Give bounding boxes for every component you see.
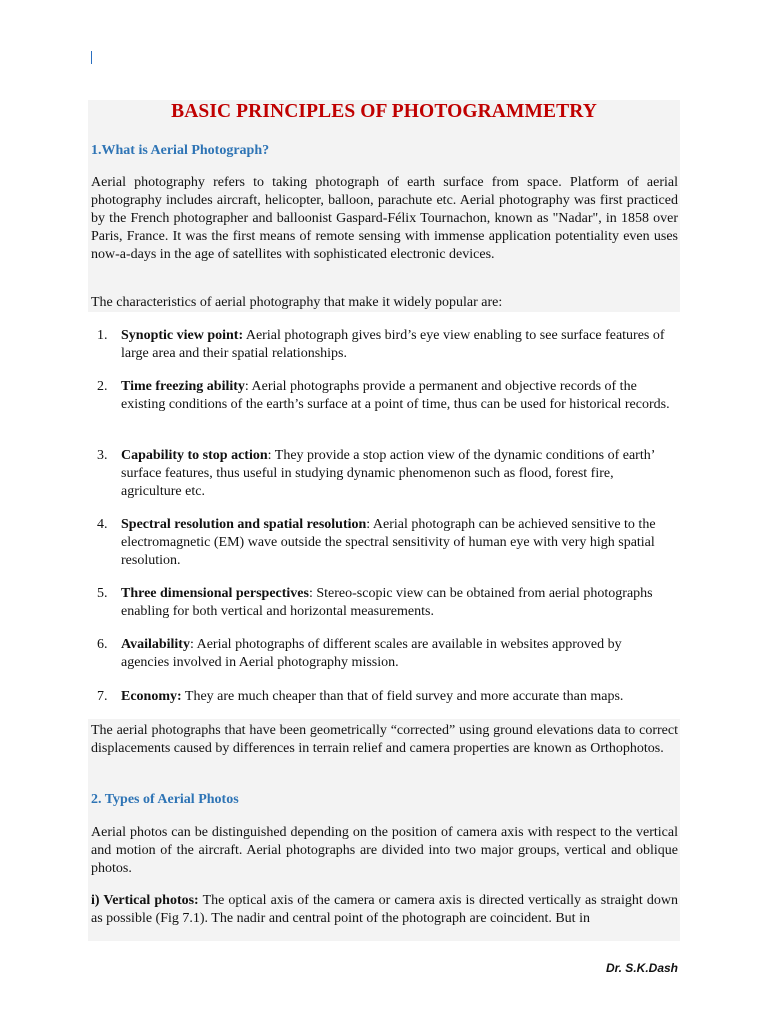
list-number: 5. <box>97 586 108 601</box>
text-cursor <box>91 51 92 64</box>
vertical-photos-term: i) Vertical photos: <box>91 893 199 908</box>
list-term: Economy: <box>121 689 182 704</box>
list-text: : Aerial photograph can be achieved sensitive to the electromagnetic (EM) wave outside the spectral sensitivity of human eye with very high spatial resolution. <box>121 517 656 568</box>
section-1-heading: 1.What is Aerial Photograph? <box>91 143 270 158</box>
page-title: BASIC PRINCIPLES OF PHOTOGRAMMETRY <box>171 101 597 122</box>
vertical-photos-text: The optical axis of the camera or camera axis is directed vertically as straight down as possible (Fig 7.1). The nadir and central point of the photograph are coincident. But in <box>91 893 678 926</box>
characteristics-intro: The characteristics of aerial photography that make it widely popular are: <box>91 295 503 310</box>
list-term: Synoptic view point: <box>121 328 244 343</box>
section-2-paragraph: Aerial photos can be distinguished depending on the position of camera axis with respect to the vertical and motion of the aircraft. Aerial photographs are divided into two major groups, vertical and oblique photos. <box>91 825 678 876</box>
orthophotos-paragraph: The aerial photographs that have been geometrically “corrected” using ground elevations data to correct displacements caused by differences in terrain relief and camera properties are known as Orthophotos. <box>91 723 678 756</box>
list-text: : Stereo-scopic view can be obtained from aerial photographs enabling for both vertical and horizontal measurements. <box>121 586 653 619</box>
list-text: Aerial photograph gives bird’s eye view enabling to see surface features of large area and their spatial relationships. <box>121 328 665 361</box>
list-number: 2. <box>97 379 108 394</box>
list-text: : Aerial photographs of different scales are available in websites approved by agencies involved in Aerial photography mission. <box>121 637 622 670</box>
section-1-paragraph: Aerial photography refers to taking photograph of earth surface from space. Platform of aerial photography includes aircraft, helicopter, balloon, parachute etc. Aerial photography was first practiced by the French photographer and balloonist Gaspard-Félix Tournachon, known as "Nadar", in 1858 over Paris, France. It was the first means of remote sensing with immense application potentiality even uses now-a-days in the age of satellites with sophisticated electronic devices. <box>91 175 678 262</box>
list-number: 7. <box>97 689 108 704</box>
list-term: Capability to stop action <box>121 448 268 463</box>
list-number: 6. <box>97 637 108 652</box>
vertical-photos-paragraph <box>91 892 678 928</box>
list-text: : They provide a stop action view of the dynamic conditions of earth’ surface features, thus useful in studying dynamic phenomenon such as flood, forest fire, agriculture etc. <box>121 448 655 499</box>
footer-author: Dr. S.K.Dash <box>605 961 678 975</box>
list-text: : Aerial photographs provide a permanent and objective records of the existing conditions of the earth’s surface at a point of time, thus can be used for historical records. <box>121 379 670 412</box>
section-2-heading: 2. Types of Aerial Photos <box>91 792 239 807</box>
list-term: Time freezing ability <box>121 379 245 394</box>
list-number: 1. <box>97 328 108 343</box>
list-text: They are much cheaper than that of field survey and more accurate than maps. <box>181 689 624 704</box>
list-term: Spectral resolution and spatial resolution <box>121 517 367 532</box>
list-term: Three dimensional perspectives <box>121 586 309 601</box>
list-term: Availability <box>121 637 190 652</box>
list-number: 3. <box>97 448 108 463</box>
list-number: 4. <box>97 517 108 532</box>
